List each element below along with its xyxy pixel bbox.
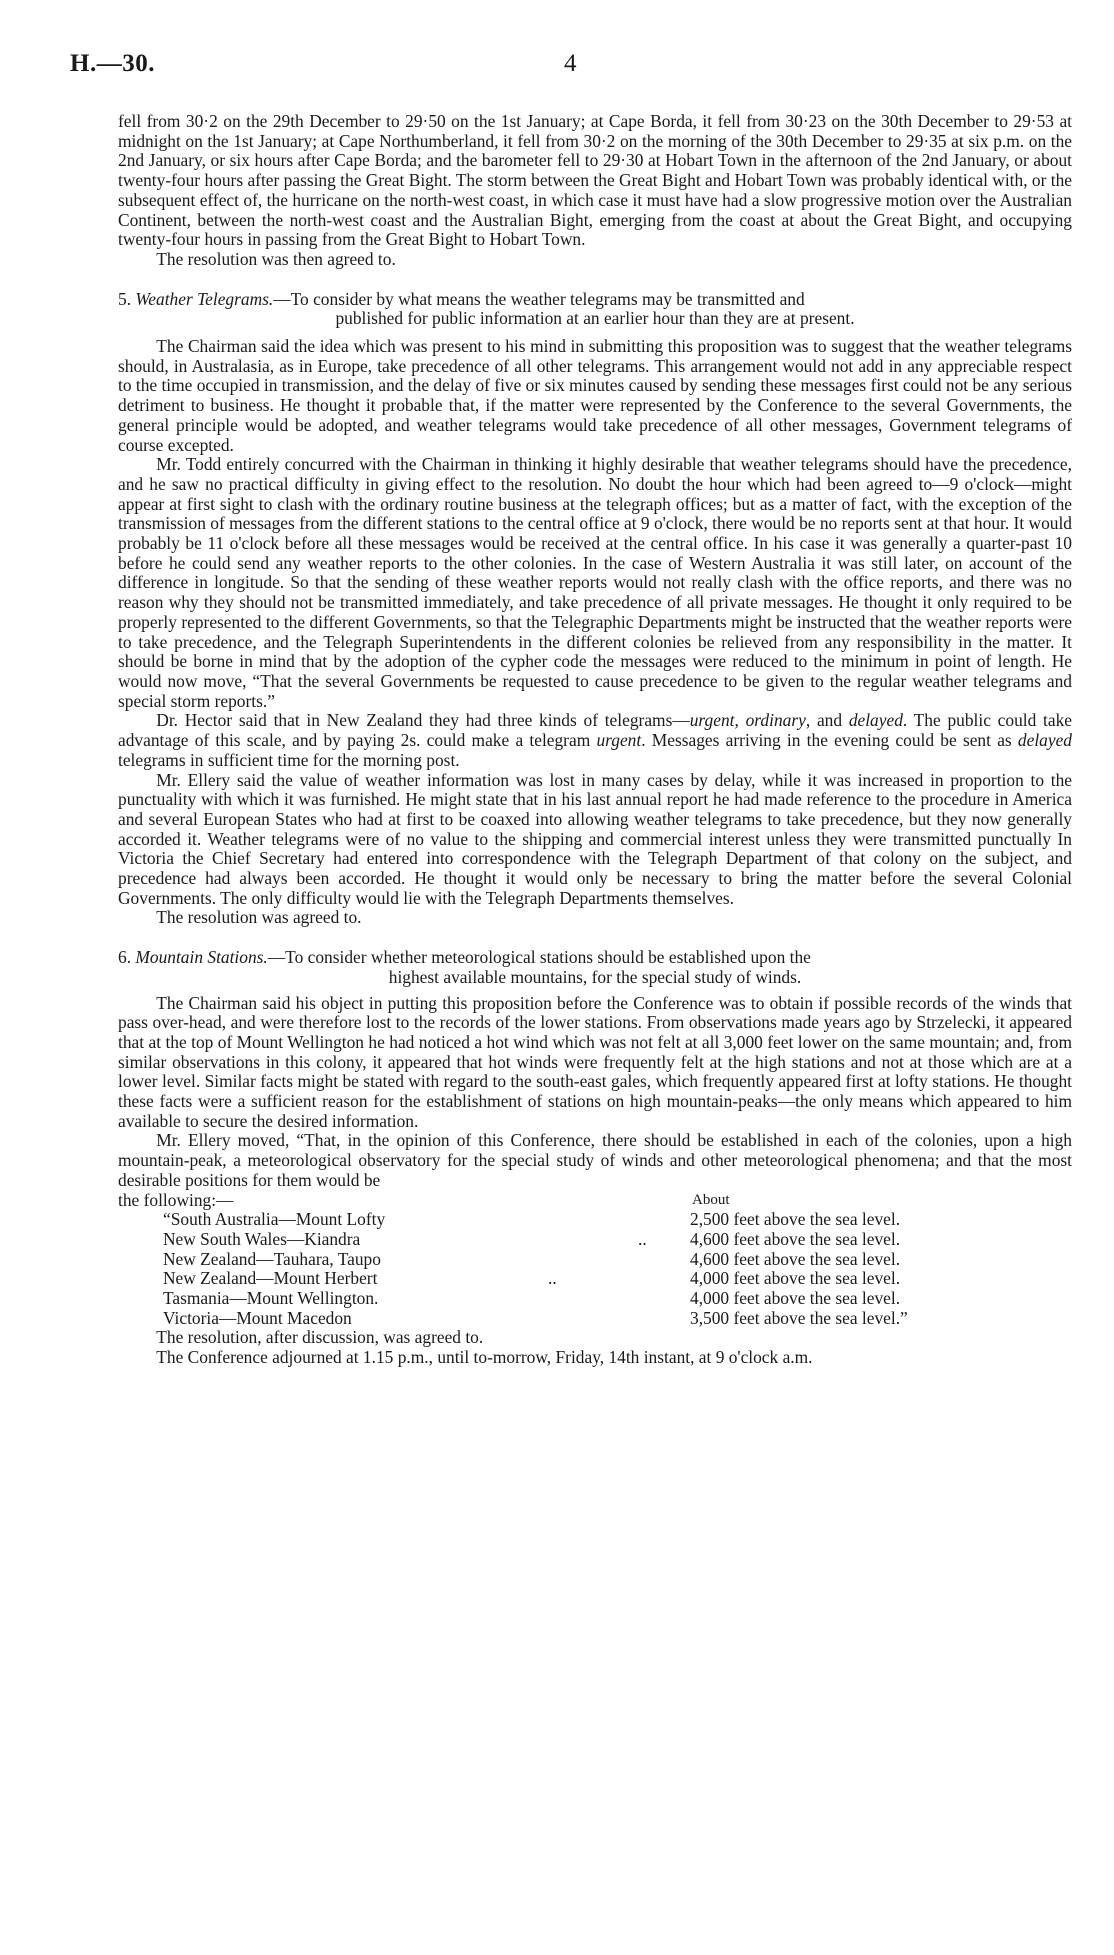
station-row: [118, 1269, 1072, 1289]
station-row: [118, 1309, 1072, 1329]
item-5-text-continued: published for public information at an earlier hour than they are at present.: [335, 308, 855, 329]
station-height: 2,500 feet above the sea level.: [690, 1209, 901, 1230]
hector-text-2: . The public could take advantage of this scale, and by paying 2s. could make a telegram: [118, 710, 1073, 751]
item-6-number: 6.: [118, 947, 132, 968]
item-6-text-continued: highest available mountains, for the special study of winds.: [388, 966, 802, 987]
adjournment-note: The Conference adjourned at 1.15 p.m., until to-morrow, Friday, 14th instant, at 9 o'clock a.m.: [156, 1347, 813, 1368]
item-5-title: Weather Telegrams.: [135, 288, 274, 309]
station-height: 3,500 feet above the sea level.”: [690, 1307, 908, 1328]
item-5-hector-paragraph: [118, 711, 1072, 770]
page-header: [70, 50, 1072, 90]
following-label: the following:—: [118, 1189, 234, 1210]
opening-paragraph: fell from 30·2 on the 29th December to 29·50 on the 1st January; at Cape Borda, it fell from 30·23 on the 30th December to 29·53 at midnight on the 1st January; at Cape Northumberland, it fell from 30·2 on the morning of the 30th December to 29·35 at six p.m. on the 2nd January, or six hours after Cape Borda; and the barometer fell to 29·30 at Hobart Town in the afternoon of the 2nd January, or about twenty-four hours after passing the Great Bight. The storm between the Great Bight and Hobart Town was probably identical with, or the subsequent effect of, the hurricane on the north-west coast, in which case it must have had a slow progressive motion over the Australian Continent, between the north-west coast and the Australian Bight, emerging from the coast at about the Great Bight, and occupying twenty-four hours in passing from the Great Bight to Hobart Town.: [118, 111, 1072, 250]
hector-text-4: telegrams in sufficient time for the morning post.: [118, 749, 460, 770]
station-row: [118, 1210, 1072, 1230]
station-leader: ..: [548, 1268, 557, 1289]
item-6-ellery-paragraph: Mr. Ellery moved, “That, in the opinion of this Conference, there should be established in each of the colonies, upon a high mountain-peak, a meteorological observatory for the special study of winds and other meteorological phenomena; and that the most desirable positions for them would be: [118, 1130, 1072, 1190]
hector-comma: ,: [734, 710, 746, 731]
stations-list: [118, 1210, 1072, 1328]
item-6-title: Mountain Stations.: [135, 947, 268, 968]
hector-delayed-2: delayed: [1017, 730, 1072, 751]
hector-urgent-2: urgent: [596, 730, 642, 751]
item-5-heading: [118, 290, 1072, 329]
page-number: 4: [564, 50, 577, 77]
station-row: [118, 1230, 1072, 1250]
item-5-chairman-paragraph: The Chairman said the idea which was present to his mind in submitting this proposition was to suggest that the weather telegrams should, in Australasia, as in Europe, take precedence of all other telegrams. This arrangement would not add in any appreciable respect to the time occupied in transmission, and the delay of five or six minutes caused by sending these messages first could not be any serious detriment to business. He thought it probable that, if the matter were represented by the Conference to the several Governments, the general principle would be adopted, and weather telegrams would take precedence of all other messages, Government telegrams of course excepted.: [118, 336, 1072, 455]
hector-delayed: delayed: [848, 710, 903, 731]
station-place: New South Wales—Kiandra: [163, 1228, 361, 1249]
hector-ordinary: ordinary: [745, 710, 806, 731]
about-label: About: [692, 1191, 730, 1208]
station-place: New Zealand—Mount Herbert: [163, 1268, 378, 1289]
item-6-resolution: The resolution, after discussion, was agreed to.: [156, 1327, 484, 1348]
item-5-number: 5.: [118, 288, 132, 309]
item-5-text: —To consider by what means the weather telegrams may be transmitted and: [273, 288, 805, 309]
stations-intro-row: [118, 1191, 1072, 1211]
resolution-agreed: The resolution was then agreed to.: [156, 248, 396, 269]
hector-urgent: urgent: [689, 710, 735, 731]
station-height: 4,600 feet above the sea level.: [690, 1248, 901, 1269]
item-6-text: —To consider whether meteorological stations should be established upon the: [267, 947, 811, 968]
document-code: H.—30.: [70, 50, 155, 77]
item-5-todd-paragraph: Mr. Todd entirely concurred with the Chairman in thinking it highly desirable that weather telegrams should have the precedence, and he saw no practical difficulty in giving effect to the resolution. No doubt the hour which had been agreed to—9 o'clock—might appear at first sight to clash with the ordinary routine business at the telegraph offices; but as a matter of fact, with the exception of the transmission of messages from the different stations to the central office at 9 o'clock, there would be no reports sent at that hour. It would probably be 11 o'clock before all these messages would be received at the central office. In his case it was generally a quarter-past 10 before he could send any weather reports to the other colonies. In the case of Western Australia it was still later, on account of the difference in longitude. So that the sending of these weather reports would not really clash with the office reports, and there was no reason why they should not be transmitted immediately, and take precedence of all private messages. He thought it only required to be properly represented to the different Governments, so that the Telegraphic Departments might be instructed that the weather reports were to take precedence, and the Telegraph Superintendents in the different colonies be relieved from any responsibility in the matter. It should be borne in mind that by the adoption of the cypher code the messages were reduced to the minimum in point of length. He would now move, “That the several Governments be requested to cause precedence to be given to the regular weather telegrams and special storm reports.”: [118, 454, 1072, 711]
station-place: New Zealand—Tauhara, Taupo: [163, 1248, 381, 1269]
item-6-heading: [118, 948, 1072, 987]
station-place: Tasmania—Mount Wellington.: [163, 1288, 379, 1308]
station-height: 4,000 feet above the sea level.: [690, 1268, 901, 1289]
document-body: [118, 112, 1072, 1368]
station-leader: ..: [638, 1228, 647, 1249]
hector-text-1: Dr. Hector said that in New Zealand they had three kinds of telegrams—: [156, 710, 690, 731]
station-height: 4,600 feet above the sea level.: [690, 1228, 901, 1249]
hector-text-3: . Messages arriving in the evening could be sent as: [641, 730, 1018, 751]
hector-and: , and: [805, 710, 849, 731]
item-5-resolution: The resolution was agreed to.: [156, 907, 362, 928]
item-5-ellery-paragraph: Mr. Ellery said the value of weather information was lost in many cases by delay, while it was increased in proportion to the punctuality with which it was furnished. He might state that in his last annual report he had made reference to the procedure in America and several European States who had at first to be coaxed into allowing weather telegrams to take precedence, but they now generally accorded it. Weather telegrams were of no value to the shipping and commercial interest unless they were transmitted punctually In Victoria the Chief Secretary had entered into correspondence with the Telegraph Department of that colony on the subject, and precedence had always been accorded. He thought it would only be necessary to bring the matter before the several Colonial Governments. The only difficulty would lie with the Telegraph Departments themselves.: [118, 769, 1072, 908]
station-row: [118, 1250, 1072, 1270]
station-height: 4,000 feet above the sea level.: [690, 1288, 901, 1308]
item-6-chairman-paragraph: The Chairman said his object in putting this proposition before the Conference was to obtain if possible records of the winds that pass over-head, and were therefore lost to the records of the lower stations. From observations made years ago by Strzelecki, it appeared that at the top of Mount Wellington he had noticed a hot wind which was not felt at all 3,000 feet lower on the same mountain; and, from similar observations in this colony, it appeared that hot winds were frequently felt at the high stations and not at those which are at a lower level. Similar facts might be stated with regard to the south-east gales, which frequently appeared first at lofty stations. He thought these facts were a sufficient reason for the establishment of stations on high mountain-peaks—the only means which appeared to him available to secure the desired information.: [118, 992, 1072, 1131]
station-place: Victoria—Mount Macedon: [163, 1307, 352, 1328]
station-place: “South Australia—Mount Lofty: [163, 1209, 386, 1230]
station-row: [118, 1289, 1072, 1309]
